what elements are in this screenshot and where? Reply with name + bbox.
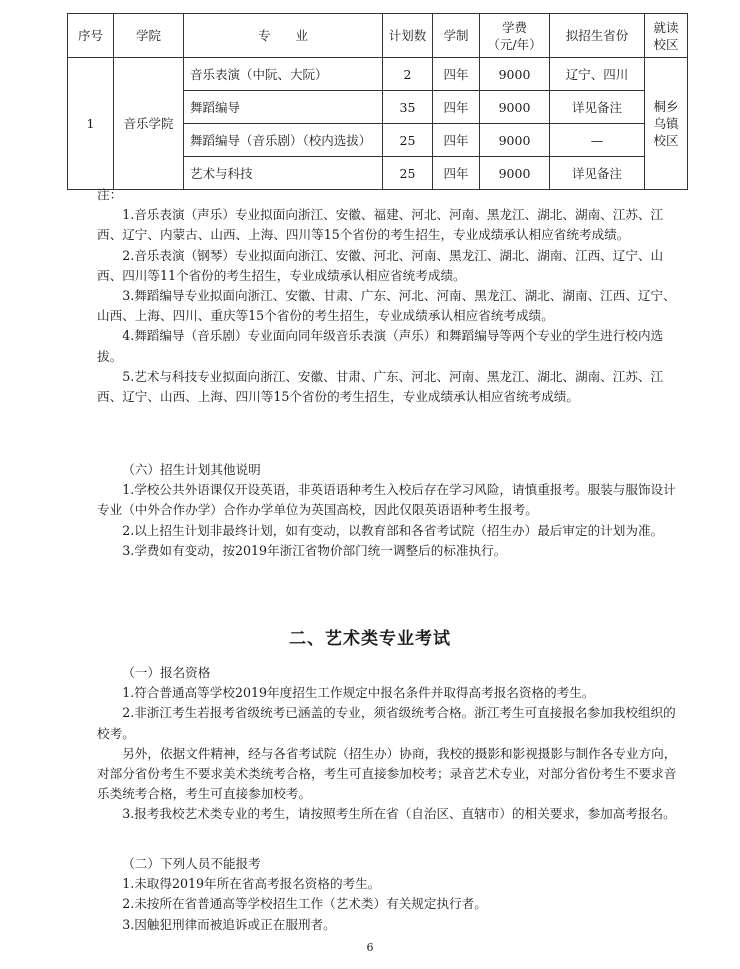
header-plan: 计划数 [383,14,433,58]
major-cell: 音乐表演（中阮、大阮） [184,58,383,91]
fee-cell: 9000 [480,157,550,190]
header-seq: 序号 [68,14,114,58]
provinces-cell: — [550,124,645,157]
eligibility-block [97,663,687,825]
eligibility-title: （一）报名资格 [122,665,211,680]
notes-block [97,185,687,407]
section6-item: 3.学费如有变动，按2019年浙江省物价部门统一调整后的标准执行。 [122,542,507,558]
header-duration: 学制 [433,14,480,58]
header-fee [480,14,550,58]
plan-cell: 35 [383,91,433,124]
notes-title: 注： [97,187,123,202]
section-heading: 二、艺术类专业考试 [289,629,451,649]
ineligible-title: （二）下列人员不能报考 [122,856,261,871]
note-item: 1.音乐表演（声乐）专业拟面向浙江、安徽、福建、河北、河南、黑龙江、湖北、湖南、江苏、江西、辽宁、内蒙古、山西、上海、四川等15个省份的考生招生，专业成绩承认相应省统考成绩。 [97,207,664,243]
campus-line: 校区 [653,133,679,148]
section6-item: 2.以上招生计划非最终计划，如有变动，以教育部和各省考试院（招生办）最后审定的计划为准。 [122,522,664,538]
college-cell: 音乐学院 [114,58,184,190]
header-campus-line2: 校区 [653,36,679,52]
campus-line: 乌镇 [653,116,679,131]
table-header-row [68,14,688,58]
header-campus-line1: 就读 [653,19,679,35]
eligibility-item: 2.非浙江考生若报考省级统考已涵盖的专业，须省级统考合格。浙江考生可直接报名参加我校组织的校考。 [97,705,676,741]
fee-cell: 9000 [480,91,550,124]
header-fee-line1: 学费 [501,19,527,35]
major-cell: 舞蹈编导（音乐剧）（校内选拔） [184,124,383,157]
header-college: 学院 [114,14,184,58]
duration-cell: 四年 [433,91,480,124]
plan-cell: 25 [383,157,433,190]
ineligible-item: 1.未取得2019年所在省高考报名资格的考生。 [122,876,381,892]
campus-cell [645,58,688,190]
provinces-cell: 辽宁、四川 [550,58,645,91]
major-cell: 舞蹈编导 [184,91,383,124]
section6-item: 1.学校公共外语课仅开设英语，非英语语种考生入校后存在学习风险，请慎重报考。服装与服饰设计专业（中外合作办学）合作办学单位为英国高校，因此仅限英语语种考生报考。 [97,482,676,518]
eligibility-item: 另外，依据文件精神，经与各省考试院（招生办）协商，我校的摄影和影视摄影与制作各专业方向，对部分省份考生不要求美术类统考合格，考生可直接参加校考；录音艺术专业，对部分省份考生不要求音乐类统考合格，考生可直接参加校考。 [97,745,677,802]
eligibility-item: 3.报考我校艺术类专业的考生，请按照考生所在省（自治区、直辖市）的相关要求，参加高考报名。 [122,806,676,822]
note-item: 5.艺术与科技专业拟面向浙江、安徽、甘肃、广东、河北、河南、黑龙江、湖北、湖南、江苏、江西、辽宁、山西、上海、四川等15个省份的考生招生，专业成绩承认相应省统考成绩。 [97,368,664,405]
note-item: 2.音乐表演（钢琴）专业拟面向浙江、安徽、河北、河南、黑龙江、湖北、湖南、江西、辽宁、山西、四川等11个省份的考生招生，专业成绩承认相应省统考成绩。 [97,247,664,283]
note-item: 4.舞蹈编导（音乐剧）专业面向同年级音乐表演（声乐）和舞蹈编导等两个专业的学生进行校内选拔。 [97,328,664,364]
fee-cell: 9000 [480,124,550,157]
page-number: 6 [366,941,374,954]
enrollment-plan-table [67,13,688,190]
header-major: 专 业 [184,14,383,58]
eligibility-item: 1.符合普通高等学校2019年度招生工作规定中报名条件并取得高考报名资格的考生。 [122,685,595,701]
provinces-cell: 详见备注 [550,157,645,190]
header-fee-line2: （元/年） [487,36,542,52]
provinces-cell: 详见备注 [550,91,645,124]
duration-cell: 四年 [433,124,480,157]
section6-block [97,460,687,561]
duration-cell: 四年 [433,58,480,91]
campus-line: 桐乡 [653,99,679,114]
ineligible-block [97,854,687,935]
ineligible-item: 3.因触犯刑律而被追诉或正在服刑者。 [122,916,336,932]
seq-cell: 1 [68,58,114,190]
plan-cell: 25 [383,124,433,157]
major-cell: 艺术与科技 [184,157,383,190]
section6-title: （六）招生计划其他说明 [122,462,261,477]
plan-cell: 2 [383,58,433,91]
table-row [68,58,688,91]
header-campus [645,14,688,58]
duration-cell: 四年 [433,157,480,190]
header-provinces: 拟招生省份 [550,14,645,58]
fee-cell: 9000 [480,58,550,91]
ineligible-item: 2.未按所在省普通高等学校招生工作（艺术类）有关规定执行者。 [122,896,487,912]
note-item: 3.舞蹈编导专业拟面向浙江、安徽、甘肃、广东、河北、河南、黑龙江、湖北、湖南、江西、辽宁、山西、上海、四川、重庆等15个省份的考生招生，专业成绩承认相应省统考成绩。 [97,288,676,324]
